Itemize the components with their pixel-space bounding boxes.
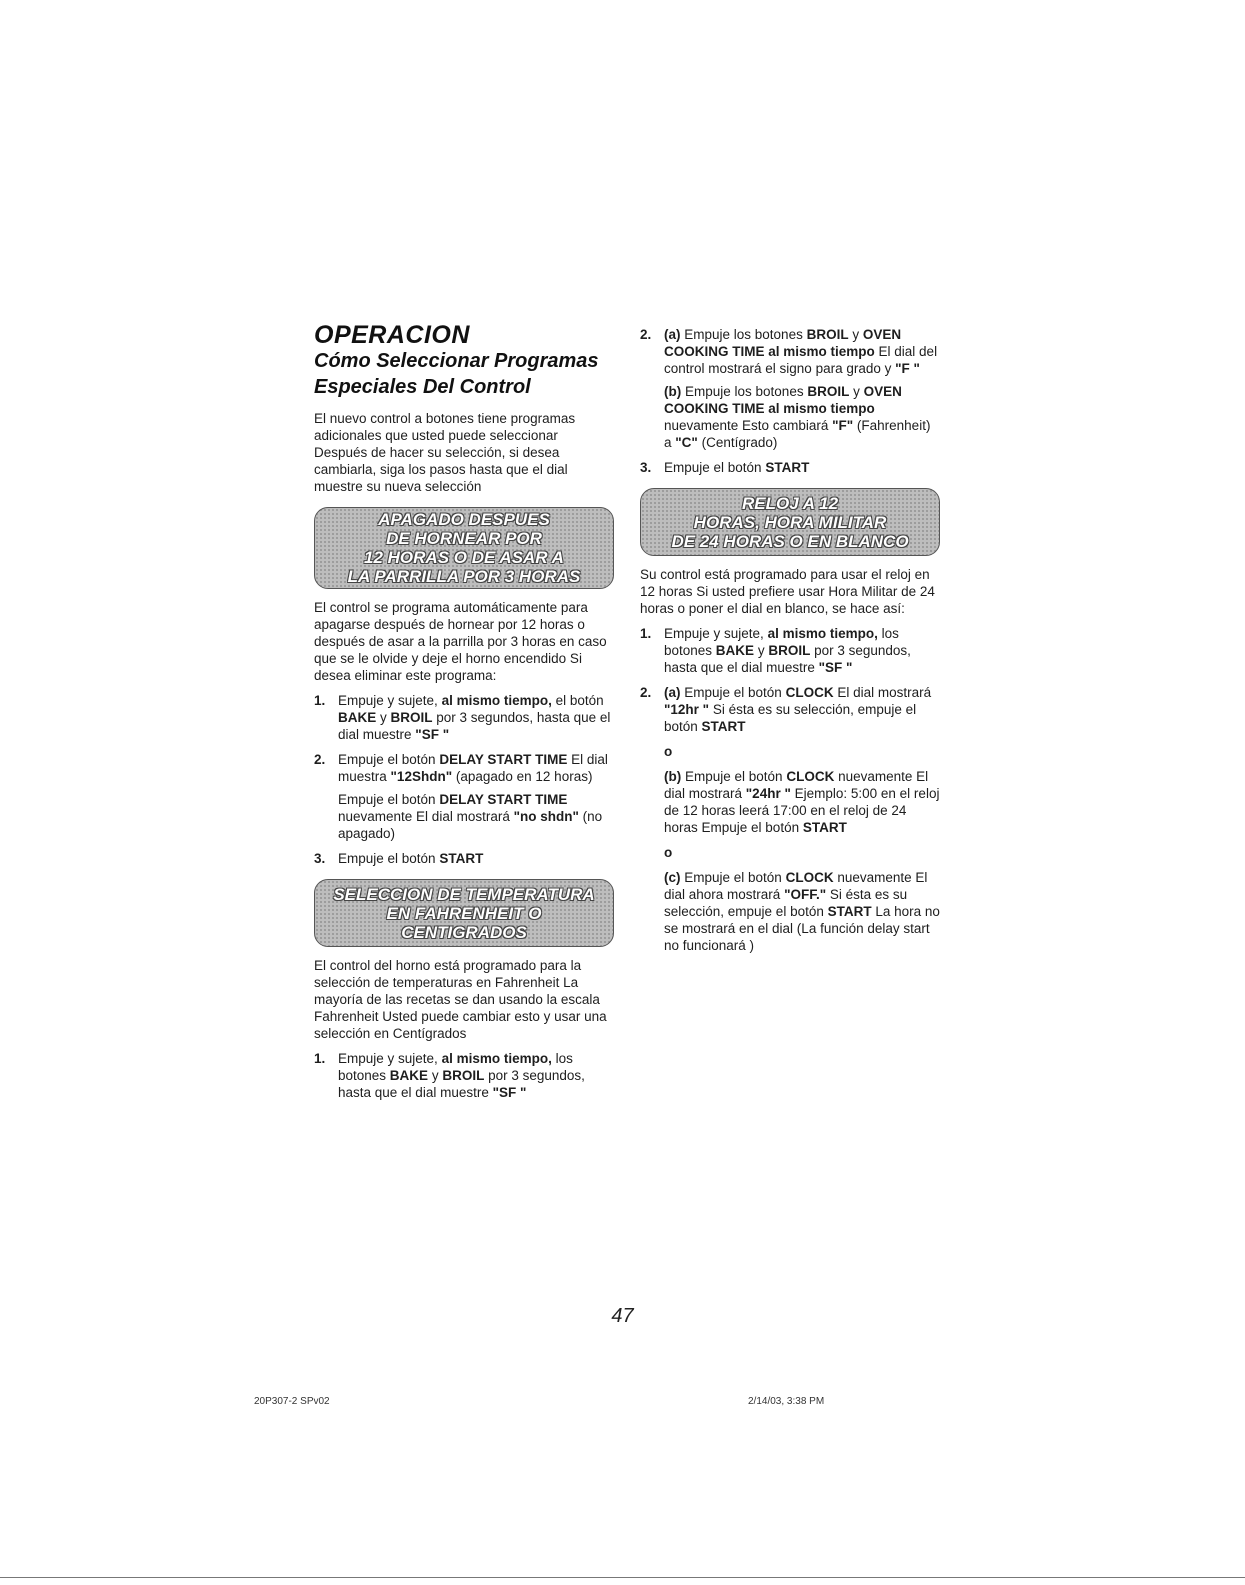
dial-readout: "OFF." [784, 887, 827, 902]
step-number: 1. [314, 693, 326, 708]
substep-label: (a) [664, 327, 681, 342]
step-text: Empuje el botón [664, 460, 766, 475]
banner-clock-text: RELOJ A 12 HORAS, HORA MILITAR DE 24 HORAS O EN BLANCO [671, 493, 909, 551]
right-column [640, 326, 940, 962]
step-text: Empuje el botón [338, 851, 440, 866]
temperature-step-2b [664, 383, 940, 451]
step-text: nuevamente El dial mostrará [338, 809, 514, 824]
button-name: BROIL [390, 710, 433, 725]
step-text: nuevamente El dial mostrará [664, 769, 929, 801]
step-text: (no apagado) [338, 809, 603, 841]
banner-temperature [314, 879, 614, 947]
auto-off-step-2 [314, 751, 614, 842]
dial-readout: "F " [895, 361, 920, 376]
button-name: START [439, 851, 484, 866]
temperature-step-3 [640, 459, 940, 476]
button-name: DELAY START TIME [439, 792, 568, 807]
auto-off-step-2-continued [338, 791, 614, 842]
dial-readout: "no shdn" [513, 809, 579, 824]
page-number: 47 [611, 1305, 634, 1327]
clock-description: Su control está programado para usar el reloj en 12 horas Si usted prefiere usar Hora Militar de 24 horas o poner el dial en blanco, se hace así: [640, 567, 935, 616]
step-number: 1. [314, 1051, 326, 1066]
substep-label: (c) [664, 870, 681, 885]
step-number: 2. [640, 327, 652, 342]
step-text: Empuje el botón [680, 685, 786, 700]
step-text: los botones [664, 626, 899, 658]
clock-step-2b [664, 768, 940, 836]
step-text: Empuje el botón [681, 769, 787, 784]
step-text: los botones [338, 1051, 573, 1083]
button-name: BROIL [806, 327, 849, 342]
clock-step-2 [640, 684, 940, 954]
button-name: START [701, 719, 746, 734]
dial-readout: "SF " [818, 660, 853, 675]
step-text: Si ésta es su selección, empuje el botón [664, 887, 908, 919]
button-name: BROIL [442, 1068, 485, 1083]
substep-label: (a) [664, 685, 681, 700]
step-text: por 3 segundos, hasta que el dial muestre [664, 643, 911, 675]
banner-clock [640, 488, 940, 556]
step-emphasis: al mismo tiempo, [441, 693, 552, 708]
step-text: El dial del control mostrará el signo para grado y [664, 344, 938, 376]
clock-steps [640, 625, 940, 954]
button-name: START [802, 820, 847, 835]
button-name: START [827, 904, 872, 919]
button-name: BROIL [807, 384, 850, 399]
auto-off-step-3 [314, 850, 614, 867]
step-number: 2. [640, 685, 652, 700]
dial-readout: "12hr " [664, 702, 710, 717]
button-name: CLOCK [785, 870, 834, 885]
step-number: 3. [640, 460, 652, 475]
button-name: OVEN COOKING TIME al mismo tiempo [664, 327, 902, 359]
dial-readout: "C" [675, 435, 698, 450]
step-text: (Fahrenheit) a [664, 418, 931, 450]
step-text: (apagado en 12 horas) [452, 769, 593, 784]
subtitle-line-2: Especiales Del Control [314, 376, 531, 398]
banner-temperature-text: SELECCION DE TEMPERATURA EN FAHRENHEIT O CENTIGRADOS [333, 884, 595, 942]
temperature-description: El control del horno está programado para la selección de temperaturas en Fahrenheit La mayoría de las recetas se dan usando la escala Fahrenheit Usted puede cambiar esto y usar una selección en Centígrados [314, 958, 607, 1041]
button-name: BAKE [389, 1068, 429, 1083]
button-name: BAKE [338, 710, 377, 725]
step-text: Ejemplo: 5:00 en el reloj de 12 horas leerá 17:00 en el reloj de 24 horas Empuje el botón [664, 786, 940, 835]
step-text: y [428, 1068, 443, 1083]
intro-paragraph: El nuevo control a botones tiene programas adicionales que usted puede seleccionar Después de hacer su selección, si desea cambiarla, siga los pasos hasta que el dial muestre su nueva selección [314, 411, 576, 494]
step-number: 2. [314, 752, 326, 767]
step-text: y [848, 327, 863, 342]
clock-step-2c [664, 869, 940, 954]
temperature-steps [314, 1050, 614, 1101]
step-text: Empuje y sujete, [664, 626, 768, 641]
button-name: BROIL [768, 643, 811, 658]
temperature-step-2 [640, 326, 940, 451]
button-name: CLOCK [786, 769, 835, 784]
step-text: nuevamente El dial ahora mostrará [664, 870, 928, 902]
step-number: 1. [640, 626, 652, 641]
substep-label: (b) [664, 769, 682, 784]
step-text: y [754, 643, 769, 658]
step-text: por 3 segundos, hasta que el dial muestre [338, 710, 611, 742]
footer-timestamp: 2/14/03, 3:38 PM [748, 1396, 825, 1407]
step-text: La hora no se mostrará en el dial (La función delay start no funcionará ) [664, 904, 940, 953]
step-text: Empuje los botones [680, 327, 807, 342]
banner-auto-off [314, 507, 614, 589]
step-text: y [376, 710, 391, 725]
auto-off-steps [314, 692, 614, 867]
bottom-rule [0, 1577, 1245, 1578]
step-text: Empuje y sujete, [338, 693, 442, 708]
step-number: 3. [314, 851, 326, 866]
step-text: Empuje el botón [680, 870, 786, 885]
subtitle-line-1: Cómo Seleccionar Programas [314, 350, 599, 372]
auto-off-step-1 [314, 692, 614, 743]
step-text: Si ésta es su selección, empuje el botón [664, 702, 917, 734]
step-emphasis: al mismo tiempo, [767, 626, 878, 641]
temperature-steps-continued [640, 326, 940, 476]
step-text: Empuje el botón [338, 752, 440, 767]
step-text: nuevamente Esto cambiará [664, 418, 833, 433]
step-text: Empuje y sujete, [338, 1051, 442, 1066]
banner-auto-off-text: APAGADO DESPUES DE HORNEAR POR 12 HORAS O DE ASAR A LA PARRILLA POR 3 HORAS [347, 510, 581, 586]
or-separator: o [664, 744, 673, 759]
step-text: Empuje los botones [681, 384, 808, 399]
dial-readout: "24hr " [745, 786, 791, 801]
step-text: el botón [551, 693, 604, 708]
button-name: OVEN COOKING TIME al mismo tiempo [664, 384, 902, 416]
step-text: El dial muestra [338, 752, 608, 784]
substep-label: (b) [664, 384, 682, 399]
button-name: DELAY START TIME [439, 752, 568, 767]
dial-readout: "12Shdn" [390, 769, 453, 784]
footer-doc-code: 20P307-2 SPv02 [254, 1396, 330, 1407]
left-column [314, 322, 614, 1109]
page-title: OPERACION [314, 321, 470, 349]
button-name: START [765, 460, 810, 475]
clock-step-1 [640, 625, 940, 676]
dial-readout: "SF " [415, 727, 450, 742]
step-emphasis: al mismo tiempo, [441, 1051, 552, 1066]
step-text: Empuje el botón [338, 792, 440, 807]
temperature-step-1 [314, 1050, 614, 1101]
step-text: por 3 segundos, hasta que el dial muestre [338, 1068, 585, 1100]
button-name: CLOCK [785, 685, 834, 700]
dial-readout: "SF " [492, 1085, 527, 1100]
step-text: El dial mostrará [833, 685, 932, 700]
step-text: y [849, 384, 864, 399]
button-name: BAKE [715, 643, 755, 658]
step-text: (Centígrado) [697, 435, 778, 450]
or-separator: o [664, 845, 673, 860]
auto-off-description: El control se programa automáticamente para apagarse después de hornear por 12 horas o después de asar a la parrilla por 3 horas en caso que se le olvide y deje el horno encendido Si desea eliminar este programa: [314, 600, 607, 683]
dial-readout: "F" [832, 418, 854, 433]
